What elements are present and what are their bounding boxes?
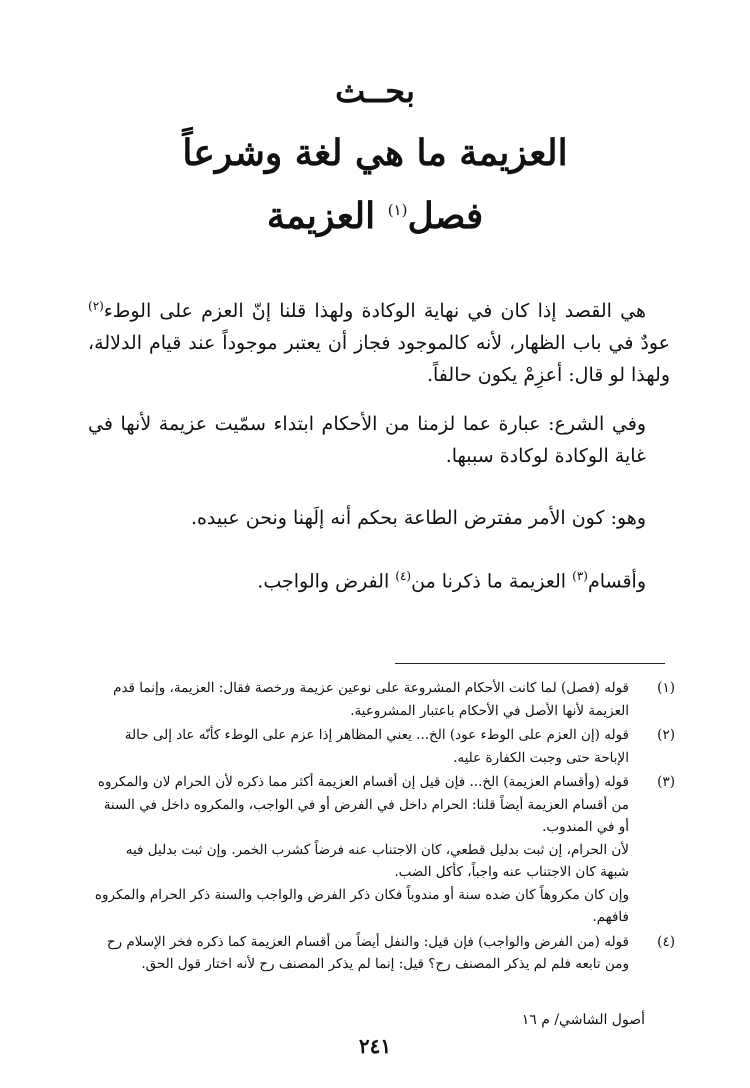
footnote-line: من أقسام العزيمة أيضاً قلنا: الحرام داخل في الفرض أو في الواجب، والمكروه داخل في السنة bbox=[103, 796, 629, 813]
footnote-line: أو في المندوب. bbox=[542, 819, 629, 835]
page-number: ٢٤١ bbox=[358, 1034, 392, 1058]
footnote-line: الإباحة حتى وجبت الكفارة عليه. bbox=[453, 749, 629, 766]
paragraph-4-c: الفرض والواجب. bbox=[257, 570, 396, 593]
footnote-number: (٤) bbox=[657, 933, 675, 950]
footnote-3 bbox=[60, 771, 675, 929]
footnote-4 bbox=[60, 931, 675, 976]
footnote-number: (١) bbox=[657, 680, 675, 696]
footnote-line: قوله (إن العزم على الوطء عود) الخ... يعني المظاهر إذا عزم على الوطء كأنّه عاد إلى حالة bbox=[124, 727, 629, 743]
footnote-ref-4: (٤) bbox=[395, 569, 412, 583]
footnote-number: (٣) bbox=[657, 774, 675, 790]
footnote-line: فافهم. bbox=[592, 909, 629, 925]
paragraph-1-b: عودٌ في باب الظهار، لأنه كالموجود فجاز أن يعتبر موجوداً عند قيام الدلالة، ولهذا لو قال: أعزِمْ يكون حالفاً. bbox=[88, 332, 670, 387]
paragraph-4-b: العزيمة ما ذكرنا من bbox=[411, 570, 573, 593]
footnote-number: (٢) bbox=[657, 727, 675, 743]
footnote-line: العزيمة لأنها الأصل في الأحكام باعتبار المشروعية. bbox=[350, 702, 629, 719]
paragraph-3: وهو: كون الأمر مفترض الطاعة بحكم أنه إلَهنا ونحن عبيده. bbox=[190, 507, 646, 529]
paragraph-1-a: هي القصد إذا كان في نهاية الوكادة ولهذا قلنا إنّ العزم على الوطء bbox=[103, 300, 646, 323]
book-signature: أصول الشاشي/ م ١٦ bbox=[521, 1012, 645, 1028]
footnote-line: وإن كان مكروهاً كان ضده سنة أو مندوباً فكان ذكر الفرض والواجب والسنة ذكر الحرام والمكروه bbox=[94, 886, 629, 903]
footnote-line: لأن الحرام، إن ثبت بدليل قطعي، كان الاجتناب عنه فرضاً كشرب الخمر. وإن ثبت بدليل فيه bbox=[125, 841, 629, 858]
footnote-line: قوله (من الفرض والواجب) فإن قيل: والنفل أيضاً من أقسام العزيمة كما ذكره فخر الإسلام رح bbox=[106, 933, 629, 950]
subtitle-part-a: فصل bbox=[407, 195, 484, 237]
paragraph-4-a: وأقسام bbox=[587, 570, 646, 593]
footnote-ref-3: (٣) bbox=[572, 569, 588, 583]
subtitle-part-b: العزيمة bbox=[266, 195, 388, 237]
footnote-line: قوله (فصل) لما كانت الأحكام المشروعة على نوعين عزيمة ورخصة فقال: العزيمة، وإنما قدم bbox=[113, 680, 629, 696]
footnote-line: قوله (وأقسام العزيمة) الخ... فإن قيل إن أقسام العزيمة أكثر مما ذكره لأن الحرام لان والمكروه bbox=[97, 774, 629, 790]
section-heading: بحــث bbox=[335, 72, 415, 110]
footnote-ref-1: (١) bbox=[387, 201, 408, 219]
footnotes bbox=[60, 677, 675, 978]
chapter-subtitle bbox=[0, 195, 750, 237]
paragraph-2: وفي الشرع: عبارة عما لزمنا من الأحكام ابتداء سمّيت عزيمة لأنها في غاية الوكادة لوكادة سببها. bbox=[88, 413, 646, 467]
footnote-line: ومن تابعه فلم لم يذكر المصنف رح؟ قيل: إنما لم يذكر المصنف رح لأنه اختار قول الحق. bbox=[141, 956, 629, 972]
paragraph-4 bbox=[88, 560, 670, 597]
footnote-1 bbox=[60, 677, 675, 722]
footnote-line: شبهة كان الاجتناب عنه واجباً، كأكل الضب. bbox=[394, 864, 629, 880]
footnote-2 bbox=[60, 724, 675, 769]
footnote-ref-2: (٢) bbox=[88, 299, 104, 313]
chapter-title: العزيمة ما هي لغة وشرعاً bbox=[182, 132, 568, 174]
paragraph-1 bbox=[88, 290, 670, 391]
footnote-divider bbox=[395, 663, 665, 664]
